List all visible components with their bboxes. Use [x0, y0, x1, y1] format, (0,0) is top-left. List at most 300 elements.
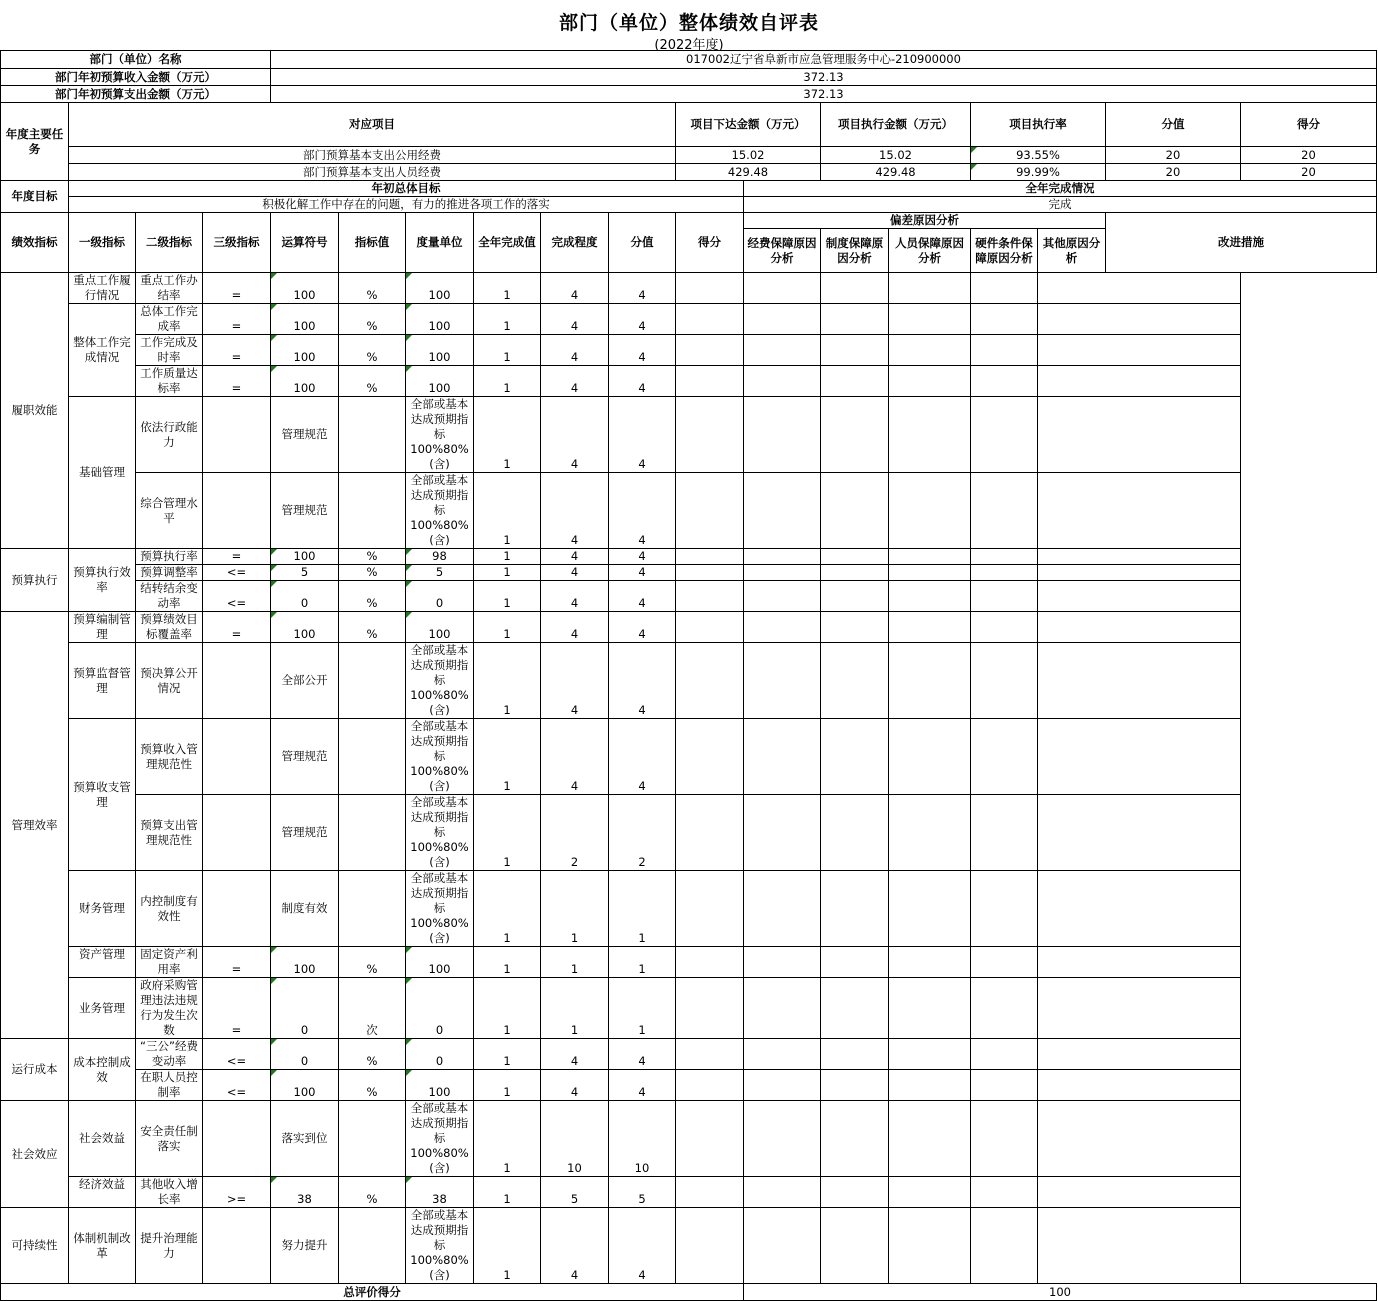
indicator-l2: 资产管理 — [69, 947, 136, 978]
indicator-target: 0 — [271, 581, 339, 612]
indicator-score: 4 — [541, 1039, 609, 1070]
deviation-r4 — [889, 947, 971, 978]
indicator-degree: 1 — [474, 1101, 541, 1177]
indicator-target: 100 — [271, 947, 339, 978]
indicator-score: 5 — [541, 1177, 609, 1208]
indicator-target: 100 — [271, 1070, 339, 1101]
col-got-header: 得分 — [1241, 103, 1377, 147]
indicator-unit: % — [339, 1039, 406, 1070]
deviation-r5 — [971, 304, 1038, 335]
indicator-op: >= — [203, 1177, 271, 1208]
indicator-degree: 1 — [474, 719, 541, 795]
deviation-r5 — [971, 947, 1038, 978]
deviation-r4 — [889, 397, 971, 473]
indicator-unit — [339, 719, 406, 795]
indicator-op: <= — [203, 1070, 271, 1101]
indicator-degree: 1 — [474, 612, 541, 643]
task-project: 部门预算基本支出公用经费 — [69, 147, 676, 164]
deviation-r3 — [821, 719, 889, 795]
indicator-l3: 其他收入增长率 — [136, 1177, 203, 1208]
indicator-op — [203, 643, 271, 719]
indicator-score: 1 — [541, 947, 609, 978]
indicator-score: 2 — [541, 795, 609, 871]
deviation-r3 — [821, 643, 889, 719]
task-score: 20 — [1106, 147, 1241, 164]
indicator-got: 4 — [609, 473, 676, 549]
deviation-r4 — [889, 612, 971, 643]
deviation-r4 — [889, 871, 971, 947]
indicator-degree: 1 — [474, 335, 541, 366]
indicator-target: 努力提升 — [271, 1208, 339, 1284]
deviation-r5 — [971, 397, 1038, 473]
indicator-unit — [339, 1208, 406, 1284]
indicator-target: 0 — [271, 978, 339, 1039]
indicator-l2: 整体工作完成情况 — [69, 304, 136, 397]
indicator-score: 4 — [541, 565, 609, 581]
deviation-r5 — [971, 978, 1038, 1039]
header-r4: 硬件条件保障原因分析 — [971, 229, 1038, 273]
deviation-r4 — [889, 978, 971, 1039]
indicator-l1: 可持续性 — [1, 1208, 69, 1284]
indicator-got: 4 — [609, 397, 676, 473]
indicator-op: = — [203, 549, 271, 565]
indicator-degree: 1 — [474, 581, 541, 612]
deviation-r4 — [889, 1070, 971, 1101]
deviation-r4 — [889, 1177, 971, 1208]
indicator-score: 4 — [541, 719, 609, 795]
indicator-l3: 固定资产利用率 — [136, 947, 203, 978]
deviation-r5 — [971, 366, 1038, 397]
deviation-r4 — [889, 1101, 971, 1177]
deviation-r2 — [744, 366, 821, 397]
indicator-unit: 次 — [339, 978, 406, 1039]
deviation-r1 — [676, 304, 744, 335]
tasks-label: 年度主要任务 — [1, 103, 69, 181]
indicator-target: 100 — [271, 273, 339, 304]
indicator-got: 4 — [609, 1070, 676, 1101]
deviation-r5 — [971, 795, 1038, 871]
improvement-cell — [1038, 1039, 1241, 1070]
indicator-unit: % — [339, 366, 406, 397]
indicator-l2: 基础管理 — [69, 397, 136, 549]
deviation-r3 — [821, 795, 889, 871]
indicator-actual: 全部或基本达成预期指标100%80%(含) — [406, 1101, 474, 1177]
indicator-unit: % — [339, 565, 406, 581]
goal-label: 年度目标 — [1, 181, 69, 213]
deviation-r2 — [744, 871, 821, 947]
indicator-row — [1, 1177, 1377, 1208]
indicator-l2: 社会效益 — [69, 1101, 136, 1177]
deviation-r1 — [676, 273, 744, 304]
indicator-unit: % — [339, 549, 406, 565]
header-score: 分值 — [609, 213, 676, 273]
indicator-got: 2 — [609, 795, 676, 871]
indicator-op — [203, 473, 271, 549]
indicator-l3: 重点工作办结率 — [136, 273, 203, 304]
income-value: 372.13 — [271, 69, 1377, 86]
deviation-r5 — [971, 273, 1038, 304]
indicator-l3: 结转结余变动率 — [136, 581, 203, 612]
indicator-op: = — [203, 273, 271, 304]
evaluation-table — [0, 50, 1377, 1301]
improvement-cell — [1038, 273, 1241, 304]
indicator-target: 落实到位 — [271, 1101, 339, 1177]
indicator-l2: 预算收支管理 — [69, 719, 136, 871]
indicator-row — [1, 795, 1377, 871]
indicator-got: 10 — [609, 1101, 676, 1177]
deviation-r2 — [744, 397, 821, 473]
improvement-cell — [1038, 719, 1241, 795]
header-got: 得分 — [676, 213, 744, 273]
indicator-got: 4 — [609, 304, 676, 335]
indicator-score: 4 — [541, 1208, 609, 1284]
improvement-cell — [1038, 304, 1241, 335]
dept-name-value: 017002辽宁省阜新市应急管理服务中心-210900000 — [271, 51, 1377, 69]
deviation-r5 — [971, 1070, 1038, 1101]
deviation-r1 — [676, 565, 744, 581]
indicator-degree: 1 — [474, 273, 541, 304]
indicator-score: 4 — [541, 581, 609, 612]
header-r2: 制度保障原因分析 — [821, 229, 889, 273]
deviation-r3 — [821, 978, 889, 1039]
improvement-cell — [1038, 397, 1241, 473]
deviation-r5 — [971, 473, 1038, 549]
deviation-r3 — [821, 304, 889, 335]
indicator-l3: 预算支出管理规范性 — [136, 795, 203, 871]
indicator-l2: 预算监督管理 — [69, 643, 136, 719]
indicator-l3: 提升治理能力 — [136, 1208, 203, 1284]
initial-goal-label: 年初总体目标 — [69, 181, 744, 197]
deviation-r4 — [889, 643, 971, 719]
indicator-row — [1, 643, 1377, 719]
indicator-row — [1, 719, 1377, 795]
indicator-l2: 预算编制管理 — [69, 612, 136, 643]
deviation-r5 — [971, 1039, 1038, 1070]
deviation-r5 — [971, 335, 1038, 366]
indicator-unit: % — [339, 947, 406, 978]
indicator-op — [203, 719, 271, 795]
expense-value: 372.13 — [271, 86, 1377, 103]
indicator-actual: 100 — [406, 1070, 474, 1101]
deviation-r3 — [821, 581, 889, 612]
income-label: 部门年初预算收入金额（万元） — [1, 69, 271, 86]
indicator-unit — [339, 397, 406, 473]
indicator-op: <= — [203, 581, 271, 612]
indicator-got: 4 — [609, 581, 676, 612]
improvement-cell — [1038, 581, 1241, 612]
completion-label: 全年完成情况 — [744, 181, 1377, 197]
deviation-r4 — [889, 549, 971, 565]
deviation-r2 — [744, 643, 821, 719]
deviation-r4 — [889, 304, 971, 335]
indicator-degree: 1 — [474, 549, 541, 565]
indicator-actual: 全部或基本达成预期指标100%80%(含) — [406, 473, 474, 549]
indicators-label: 绩效指标 — [1, 213, 69, 273]
indicator-actual: 100 — [406, 612, 474, 643]
deviation-r3 — [821, 1070, 889, 1101]
indicator-l3: 内控制度有效性 — [136, 871, 203, 947]
header-unit: 度量单位 — [406, 213, 474, 273]
indicator-got: 4 — [609, 1039, 676, 1070]
indicator-actual: 100 — [406, 366, 474, 397]
indicator-degree: 1 — [474, 1208, 541, 1284]
task-executed: 15.02 — [821, 147, 971, 164]
indicator-op: <= — [203, 1039, 271, 1070]
deviation-r3 — [821, 366, 889, 397]
indicator-actual: 100 — [406, 304, 474, 335]
indicator-l3: 综合管理水平 — [136, 473, 203, 549]
deviation-r2 — [744, 565, 821, 581]
improvement-cell — [1038, 1177, 1241, 1208]
indicator-row — [1, 304, 1377, 335]
indicator-actual: 全部或基本达成预期指标100%80%(含) — [406, 795, 474, 871]
indicator-target: 38 — [271, 1177, 339, 1208]
indicator-score: 10 — [541, 1101, 609, 1177]
indicator-actual: 5 — [406, 565, 474, 581]
deviation-r2 — [744, 947, 821, 978]
task-issued: 429.48 — [676, 164, 821, 181]
indicator-got: 1 — [609, 871, 676, 947]
deviation-r1 — [676, 366, 744, 397]
indicator-l3: 工作质量达标率 — [136, 366, 203, 397]
improvement-cell — [1038, 366, 1241, 397]
indicator-l2: 经济效益 — [69, 1177, 136, 1208]
indicator-l3: 预算调整率 — [136, 565, 203, 581]
deviation-r1 — [676, 871, 744, 947]
improvement-cell — [1038, 565, 1241, 581]
indicator-got: 4 — [609, 719, 676, 795]
indicator-l2: 重点工作履行情况 — [69, 273, 136, 304]
header-r1: 经费保障原因分析 — [744, 229, 821, 273]
header-l2: 二级指标 — [136, 213, 203, 273]
indicator-got: 4 — [609, 273, 676, 304]
task-project: 部门预算基本支出人员经费 — [69, 164, 676, 181]
deviation-r1 — [676, 947, 744, 978]
deviation-r5 — [971, 1177, 1038, 1208]
indicator-actual: 100 — [406, 947, 474, 978]
deviation-r1 — [676, 1039, 744, 1070]
indicator-op — [203, 1208, 271, 1284]
deviation-r5 — [971, 1208, 1038, 1284]
deviation-r5 — [971, 612, 1038, 643]
deviation-r3 — [821, 273, 889, 304]
header-target: 指标值 — [339, 213, 406, 273]
indicator-l3: 总体工作完成率 — [136, 304, 203, 335]
deviation-r2 — [744, 304, 821, 335]
deviation-r3 — [821, 1039, 889, 1070]
indicator-row — [1, 1208, 1377, 1284]
task-score: 20 — [1106, 164, 1241, 181]
indicator-unit — [339, 871, 406, 947]
indicator-unit — [339, 643, 406, 719]
indicator-score: 4 — [541, 473, 609, 549]
indicator-l3: “三公”经费变动率 — [136, 1039, 203, 1070]
indicator-degree: 1 — [474, 366, 541, 397]
deviation-r1 — [676, 397, 744, 473]
indicator-unit — [339, 1101, 406, 1177]
indicator-l2: 业务管理 — [69, 978, 136, 1039]
indicator-degree: 1 — [474, 978, 541, 1039]
indicator-target: 全部公开 — [271, 643, 339, 719]
deviation-r1 — [676, 335, 744, 366]
dept-name-label: 部门（单位）名称 — [1, 51, 271, 69]
improvement-cell — [1038, 335, 1241, 366]
deviation-r1 — [676, 719, 744, 795]
deviation-r4 — [889, 335, 971, 366]
indicator-row — [1, 473, 1377, 549]
deviation-r2 — [744, 795, 821, 871]
task-row — [1, 147, 1377, 164]
header-l3: 三级指标 — [203, 213, 271, 273]
initial-goal-value: 积极化解工作中存在的问题，有力的推进各项工作的落实 — [69, 197, 744, 213]
completion-value: 完成 — [744, 197, 1377, 213]
indicator-op — [203, 795, 271, 871]
improvement-cell — [1038, 947, 1241, 978]
indicator-got: 4 — [609, 335, 676, 366]
deviation-r4 — [889, 795, 971, 871]
indicator-score: 4 — [541, 335, 609, 366]
indicator-degree: 1 — [474, 397, 541, 473]
indicator-degree: 1 — [474, 795, 541, 871]
deviation-r3 — [821, 473, 889, 549]
indicator-got: 1 — [609, 947, 676, 978]
task-rate: 93.55% — [971, 147, 1106, 164]
indicator-l2: 成本控制成效 — [69, 1039, 136, 1101]
indicator-unit: % — [339, 1177, 406, 1208]
indicator-actual: 全部或基本达成预期指标100%80%(含) — [406, 1208, 474, 1284]
deviation-r2 — [744, 1101, 821, 1177]
indicator-target: 100 — [271, 366, 339, 397]
deviation-r1 — [676, 1177, 744, 1208]
deviation-r4 — [889, 581, 971, 612]
indicator-actual: 0 — [406, 581, 474, 612]
indicator-row — [1, 947, 1377, 978]
deviation-r2 — [744, 473, 821, 549]
indicator-unit: % — [339, 335, 406, 366]
improvement-cell — [1038, 549, 1241, 565]
indicator-l3: 预决算公开情况 — [136, 643, 203, 719]
indicator-score: 4 — [541, 1070, 609, 1101]
improvement-cell — [1038, 643, 1241, 719]
indicator-op: = — [203, 612, 271, 643]
indicator-l1: 运行成本 — [1, 1039, 69, 1101]
col-issued-header: 项目下达金额（万元） — [676, 103, 821, 147]
indicator-score: 4 — [541, 612, 609, 643]
deviation-r4 — [889, 473, 971, 549]
deviation-r4 — [889, 1039, 971, 1070]
indicator-row — [1, 273, 1377, 304]
deviation-r5 — [971, 581, 1038, 612]
header-r3: 人员保障原因分析 — [889, 229, 971, 273]
header-improve: 改进措施 — [1106, 213, 1377, 273]
indicator-unit: % — [339, 304, 406, 335]
deviation-r1 — [676, 1070, 744, 1101]
improvement-cell — [1038, 473, 1241, 549]
task-got: 20 — [1241, 164, 1377, 181]
indicator-op — [203, 397, 271, 473]
page-subtitle: (2022年度) — [654, 38, 724, 53]
indicator-score: 1 — [541, 978, 609, 1039]
deviation-r5 — [971, 643, 1038, 719]
task-executed: 429.48 — [821, 164, 971, 181]
indicator-degree: 1 — [474, 947, 541, 978]
indicator-row — [1, 335, 1377, 366]
deviation-r3 — [821, 1101, 889, 1177]
task-issued: 15.02 — [676, 147, 821, 164]
deviation-r2 — [744, 581, 821, 612]
indicator-degree: 1 — [474, 304, 541, 335]
indicator-row — [1, 1070, 1377, 1101]
deviation-r5 — [971, 871, 1038, 947]
indicator-target: 0 — [271, 1039, 339, 1070]
indicator-op: = — [203, 947, 271, 978]
indicator-l1: 管理效率 — [1, 612, 69, 1039]
deviation-r3 — [821, 1177, 889, 1208]
indicator-row — [1, 366, 1377, 397]
indicator-op: = — [203, 304, 271, 335]
deviation-r2 — [744, 273, 821, 304]
indicator-degree: 1 — [474, 871, 541, 947]
indicator-degree: 1 — [474, 1039, 541, 1070]
indicator-degree: 1 — [474, 1177, 541, 1208]
deviation-r1 — [676, 581, 744, 612]
indicator-row — [1, 581, 1377, 612]
indicator-unit: % — [339, 612, 406, 643]
indicator-actual: 100 — [406, 335, 474, 366]
indicator-score: 4 — [541, 366, 609, 397]
indicator-l3: 预算收入管理规范性 — [136, 719, 203, 795]
indicator-got: 4 — [609, 643, 676, 719]
indicator-actual: 全部或基本达成预期指标100%80%(含) — [406, 643, 474, 719]
indicator-actual: 0 — [406, 1039, 474, 1070]
deviation-r4 — [889, 273, 971, 304]
indicator-actual: 全部或基本达成预期指标100%80%(含) — [406, 397, 474, 473]
indicator-l3: 工作完成及时率 — [136, 335, 203, 366]
col-score-header: 分值 — [1106, 103, 1241, 147]
indicator-degree: 1 — [474, 643, 541, 719]
deviation-r4 — [889, 366, 971, 397]
indicator-target: 100 — [271, 549, 339, 565]
header-actual: 全年完成值 — [474, 213, 541, 273]
indicator-target: 管理规范 — [271, 795, 339, 871]
indicator-l3: 预算绩效目标覆盖率 — [136, 612, 203, 643]
deviation-r2 — [744, 1177, 821, 1208]
deviation-r2 — [744, 549, 821, 565]
task-rate: 99.99% — [971, 164, 1106, 181]
indicator-actual: 全部或基本达成预期指标100%80%(含) — [406, 719, 474, 795]
deviation-r2 — [744, 335, 821, 366]
indicator-target: 管理规范 — [271, 473, 339, 549]
deviation-r5 — [971, 565, 1038, 581]
deviation-r1 — [676, 795, 744, 871]
indicator-l3: 政府采购管理违法违规行为发生次数 — [136, 978, 203, 1039]
deviation-r5 — [971, 549, 1038, 565]
indicator-op — [203, 1101, 271, 1177]
indicator-l2: 预算执行效率 — [69, 549, 136, 612]
deviation-r4 — [889, 719, 971, 795]
improvement-cell — [1038, 1101, 1241, 1177]
col-rate-header: 项目执行率 — [971, 103, 1106, 147]
deviation-r1 — [676, 1208, 744, 1284]
deviation-r3 — [821, 565, 889, 581]
deviation-r3 — [821, 871, 889, 947]
indicator-op: <= — [203, 565, 271, 581]
indicator-l3: 安全责任制落实 — [136, 1101, 203, 1177]
indicator-got: 1 — [609, 978, 676, 1039]
improvement-cell — [1038, 1070, 1241, 1101]
deviation-r3 — [821, 1208, 889, 1284]
indicator-target: 100 — [271, 335, 339, 366]
